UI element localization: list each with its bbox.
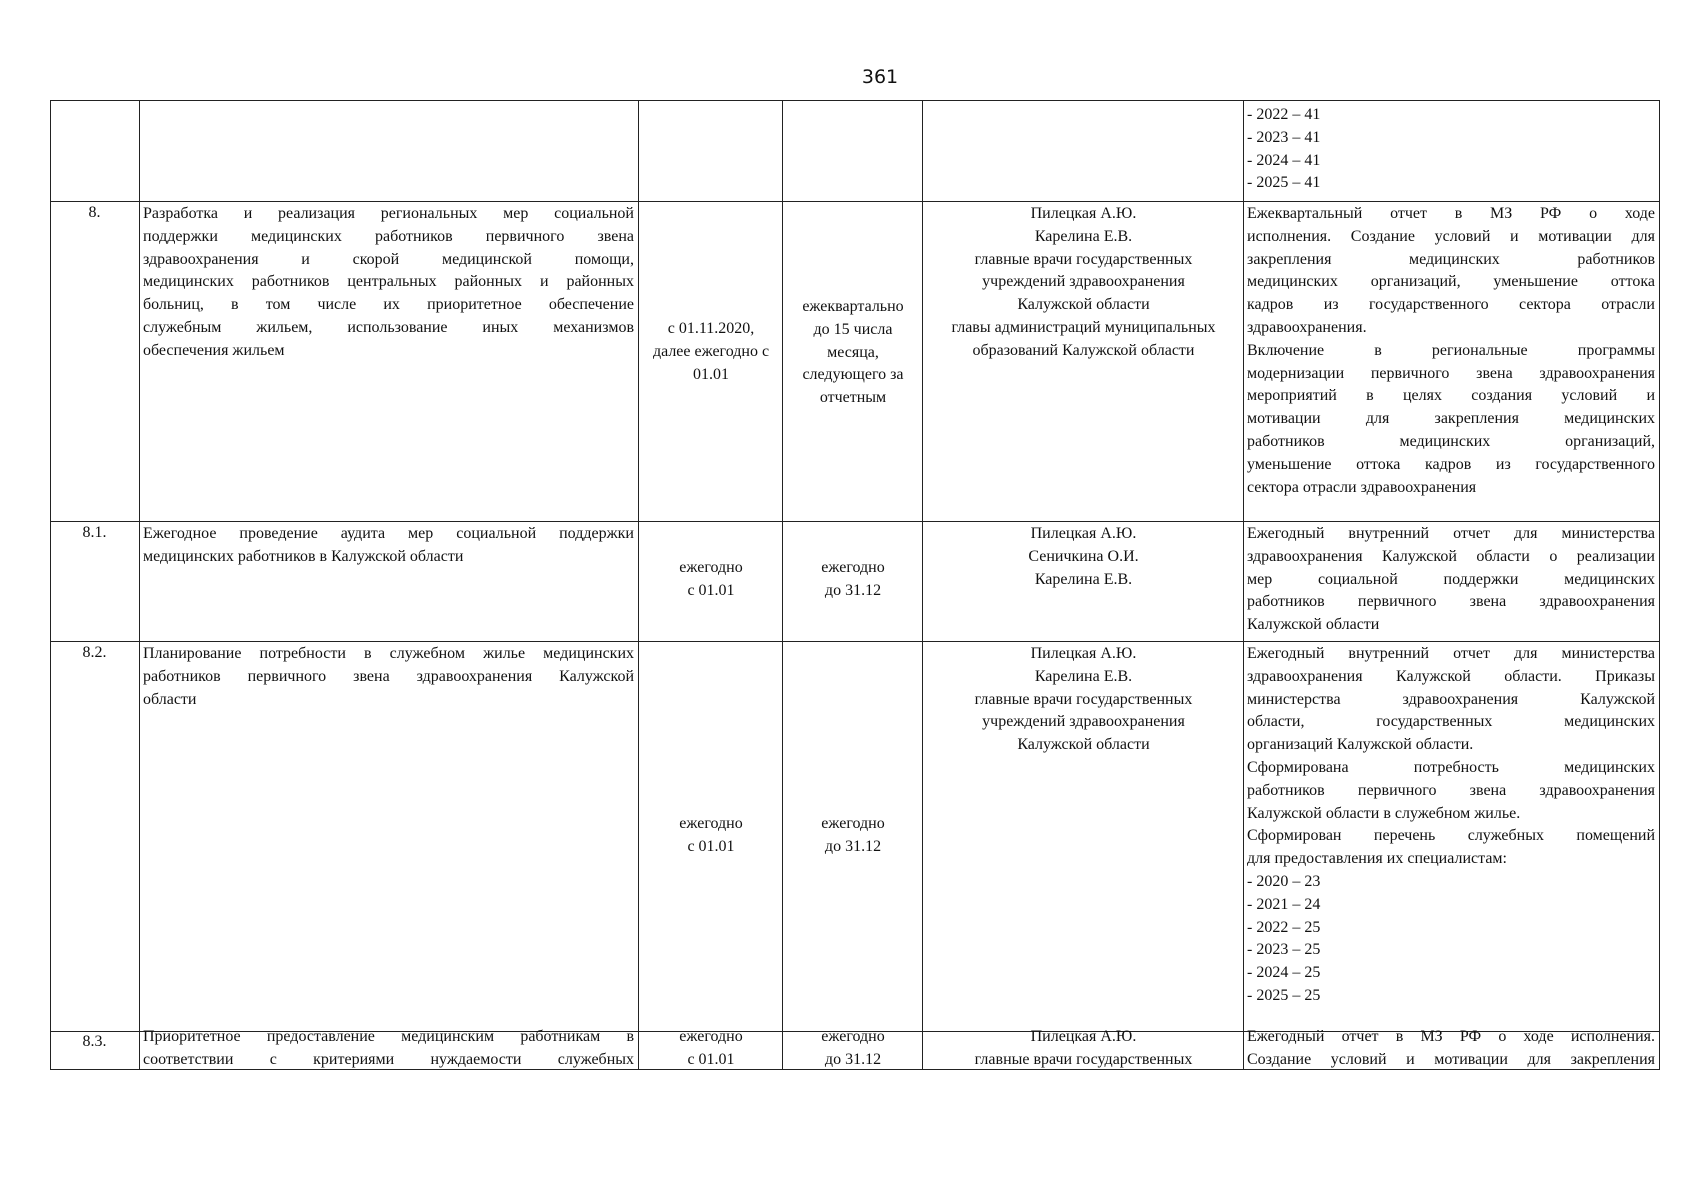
result-line: мер социальной поддержки медицинских	[1247, 570, 1655, 588]
result-line: для предоставления их специалистам:	[1247, 850, 1507, 868]
expected-result	[1247, 203, 1655, 499]
end-date-line: месяца,	[827, 343, 879, 361]
responsible-persons	[924, 203, 1243, 363]
result-line: Сформирован перечень служебных помещений	[1247, 827, 1655, 845]
result-line: Создание условий и мотивации для закрепления	[1247, 1050, 1655, 1068]
col-border-start	[782, 100, 783, 1070]
description-line: соответствии с критериями нуждаемости служебных	[143, 1050, 634, 1068]
end-date-line: ежеквартально	[802, 298, 904, 315]
responsible-persons	[924, 1026, 1243, 1072]
result-line: - 2025 – 25	[1247, 986, 1321, 1004]
result-line: - 2023 – 25	[1247, 941, 1321, 959]
col-border-end	[922, 100, 923, 1070]
start-date	[640, 557, 782, 603]
result-line: работников первичного звена здравоохранения	[1247, 593, 1655, 611]
responsible-line: главы администраций муниципальных	[951, 318, 1216, 336]
result-line: области, государственных медицинских	[1247, 713, 1655, 731]
measure-description	[143, 523, 634, 569]
row-number: 8.	[88, 204, 101, 221]
result-line: работников первичного звена здравоохранения	[1247, 781, 1655, 799]
table-top-border	[50, 100, 1660, 101]
responsible-line: учреждений здравоохранения	[982, 273, 1185, 291]
end-date-line: до 31.12	[824, 581, 882, 599]
result-line: - 2020 – 23	[1247, 872, 1321, 890]
expected-result	[1247, 1026, 1655, 1072]
description-line: Разработка и реализация региональных мер социальной	[143, 205, 634, 222]
result-line: уменьшение оттока кадров из государственного	[1247, 455, 1655, 473]
description-line: Приоритетное предоставление медицинским работникам в	[143, 1028, 634, 1045]
description-line: области	[143, 690, 197, 708]
result-line: мероприятий в целях создания условий и	[1247, 387, 1655, 405]
result-line: здравоохранения.	[1247, 318, 1367, 336]
description-line: поддержки медицинских работников первичного звена	[143, 227, 634, 245]
description-line: медицинских работников центральных районных и районных	[143, 273, 634, 291]
measures-table	[50, 100, 1660, 1070]
responsible-line: Карелина Е.В.	[1034, 667, 1133, 685]
result-line: здравоохранения Калужской области о реализации	[1247, 547, 1655, 565]
page-number: 361	[861, 66, 899, 88]
result-line: Калужской области	[1247, 616, 1380, 634]
result-line: организаций Калужской области.	[1247, 736, 1474, 754]
end-date-line: ежегодно	[821, 815, 885, 832]
col-border-resp	[1243, 100, 1244, 1070]
result-line: - 2024 – 41	[1247, 151, 1321, 169]
end-date	[784, 296, 922, 410]
end-date-line: до 15 числа	[813, 320, 893, 338]
result-line: кадров из государственного сектора отрасли	[1247, 296, 1655, 314]
result-line: Ежегодный отчет в МЗ РФ о ходе исполнения.	[1247, 1028, 1655, 1045]
responsible-line: главные врачи государственных	[974, 690, 1193, 708]
end-date-line: ежегодно	[821, 1028, 885, 1045]
result-line: - 2025 – 41	[1247, 174, 1321, 192]
result-line: Ежегодный внутренний отчет для министерства	[1247, 645, 1655, 662]
col-border-right	[1659, 100, 1660, 1070]
description-line: медицинских работников в Калужской области	[143, 547, 464, 565]
start-date-line: далее ежегодно с	[652, 342, 770, 360]
end-date-line: следующего за	[802, 366, 904, 384]
col-border-num	[139, 100, 140, 1070]
start-date-line: ежегодно	[679, 815, 743, 832]
expected-result	[1247, 523, 1655, 637]
measure-description	[143, 1026, 634, 1072]
description-line: больниц, в том числе их приоритетное обеспечение	[143, 296, 634, 314]
measure-description	[143, 203, 634, 363]
result-line: - 2023 – 41	[1247, 128, 1321, 146]
result-line: - 2024 – 25	[1247, 964, 1321, 982]
result-line: Ежегодный внутренний отчет для министерства	[1247, 525, 1655, 542]
end-date-line: до 31.12	[824, 1050, 882, 1068]
description-line: Ежегодное проведение аудита мер социальной поддержки	[143, 525, 634, 542]
start-date-line: с 01.01	[687, 581, 735, 599]
result-line: сектора отрасли здравоохранения	[1247, 478, 1477, 496]
description-line: обеспечения жильем	[143, 341, 285, 359]
responsible-line: образований Калужской области	[972, 341, 1195, 359]
start-date	[640, 318, 782, 386]
end-date	[784, 813, 922, 859]
start-date-line: ежегодно	[679, 559, 743, 576]
responsible-persons	[924, 643, 1243, 757]
end-date-line: отчетным	[819, 389, 887, 407]
row-number: 8.2.	[82, 644, 107, 661]
description-line: служебным жильем, использование иных механизмов	[143, 318, 634, 336]
description-line: Планирование потребности в служебном жилье медицинских	[143, 645, 634, 662]
result-line: мотивации для закрепления медицинских	[1247, 410, 1655, 428]
responsible-line: Пилецкая А.Ю.	[1030, 205, 1137, 222]
result-line: министерства здравоохранения Калужской	[1247, 690, 1655, 708]
responsible-line: главные врачи государственных	[974, 250, 1193, 268]
responsible-line: Карелина Е.В.	[1034, 227, 1133, 245]
result-line: Ежеквартальный отчет в МЗ РФ о ходе	[1247, 205, 1655, 222]
end-date-line: до 31.12	[824, 837, 882, 855]
row-number: 8.3.	[82, 1033, 107, 1050]
responsible-line: Пилецкая А.Ю.	[1030, 1028, 1137, 1045]
start-date-line: 01.01	[693, 365, 729, 383]
result-line: - 2021 – 24	[1247, 895, 1321, 913]
start-date-line: ежегодно	[679, 1028, 743, 1045]
start-date	[640, 813, 782, 859]
row-8-1-top-border	[50, 521, 1660, 522]
result-line: исполнения. Создание условий и мотивации для	[1247, 227, 1655, 245]
responsible-persons	[924, 523, 1243, 591]
description-line: работников первичного звена здравоохранения Калужской	[143, 667, 634, 685]
responsible-line: учреждений здравоохранения	[982, 713, 1185, 731]
result-line: работников медицинских организаций,	[1247, 432, 1655, 450]
result-line: модернизации первичного звена здравоохранения	[1247, 364, 1655, 382]
row-8-top-border	[50, 201, 1660, 202]
measure-description	[143, 643, 634, 711]
continuation-result-cell	[1247, 104, 1655, 195]
row-number: 8.1.	[82, 524, 107, 541]
col-border-desc	[638, 100, 639, 1070]
start-date-line: с 01.11.2020,	[667, 320, 755, 337]
start-date-line: с 01.01	[687, 837, 735, 855]
responsible-line: Калужской области	[1017, 736, 1150, 754]
start-date	[640, 1026, 782, 1072]
expected-result	[1247, 643, 1655, 1008]
result-line: Калужской области в служебном жилье.	[1247, 804, 1521, 822]
col-border-left	[50, 100, 51, 1070]
result-line: закрепления медицинских работников	[1247, 250, 1655, 268]
result-line: здравоохранения Калужской области. Приказы	[1247, 667, 1655, 685]
row-8-2-top-border	[50, 641, 1660, 642]
result-line: Включение в региональные программы	[1247, 341, 1655, 359]
end-date	[784, 557, 922, 603]
responsible-line: Пилецкая А.Ю.	[1030, 525, 1137, 542]
responsible-line: главные врачи государственных	[974, 1050, 1193, 1068]
description-line: здравоохранения и скорой медицинской помощи,	[143, 250, 634, 268]
responsible-line: Сеничкина О.И.	[1028, 547, 1139, 565]
end-date-line: ежегодно	[821, 559, 885, 576]
result-line: медицинских организаций, уменьшение оттока	[1247, 273, 1655, 291]
result-line: Сформирована потребность медицинских	[1247, 758, 1655, 776]
responsible-line: Карелина Е.В.	[1034, 570, 1133, 588]
end-date	[784, 1026, 922, 1072]
result-line: - 2022 – 41	[1247, 106, 1321, 123]
responsible-line: Калужской области	[1017, 296, 1150, 314]
result-line: - 2022 – 25	[1247, 918, 1321, 936]
start-date-line: с 01.01	[687, 1050, 735, 1068]
responsible-line: Пилецкая А.Ю.	[1030, 645, 1137, 662]
